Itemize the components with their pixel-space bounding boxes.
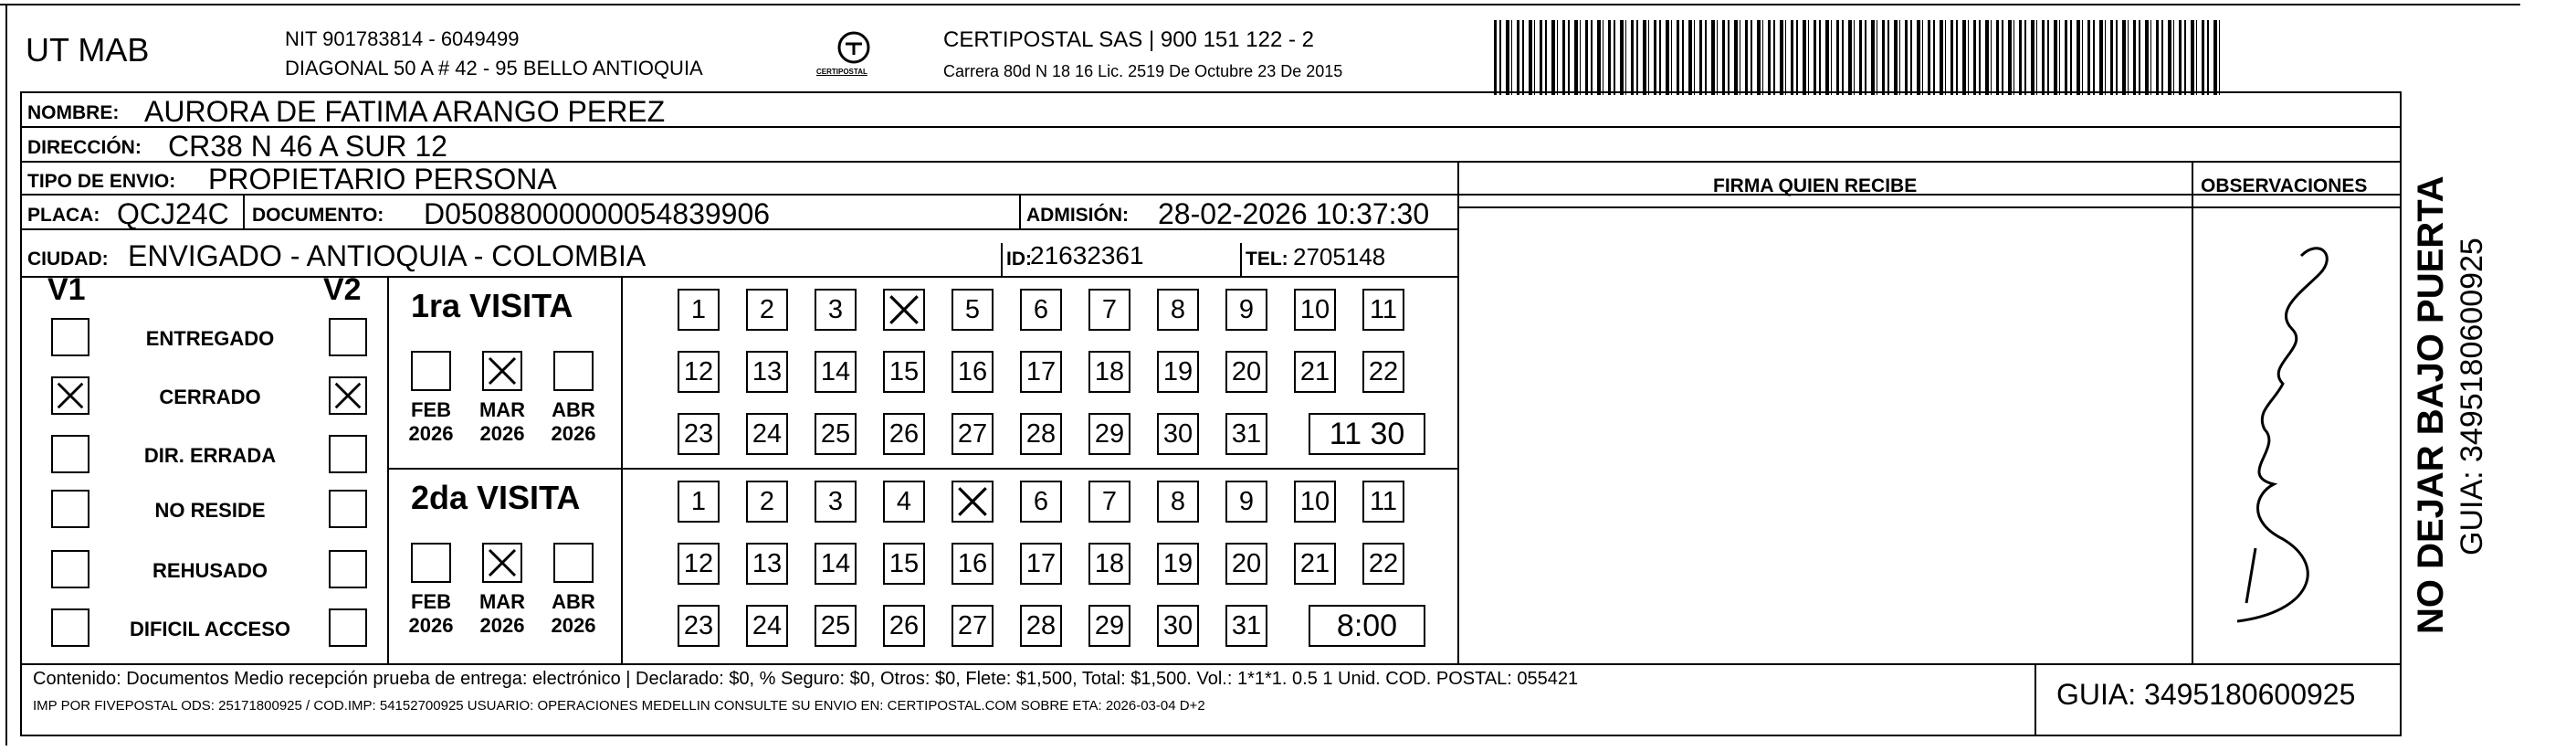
day-checkbox[interactable]: 23 [678, 605, 720, 647]
tel-value: 2705148 [1293, 243, 1386, 270]
month-label: ABR 2026 [551, 398, 596, 445]
footer-guia: GUIA: 3495180600925 [2056, 678, 2356, 711]
status-v1-checkbox[interactable] [51, 435, 89, 473]
day-checkbox[interactable]: 31 [1225, 605, 1267, 647]
day-checkbox[interactable]: 3 [815, 289, 857, 331]
documento-value: D05088000000054839906 [424, 197, 771, 230]
company-nit: NIT 901783814 - 6049499 [285, 27, 520, 50]
day-checkbox[interactable]: 11 [1362, 289, 1404, 331]
tel-label: TEL: [1246, 249, 1288, 270]
status-v1-checkbox[interactable] [51, 550, 89, 588]
col-line [2192, 161, 2193, 663]
day-checkbox[interactable]: 24 [746, 413, 788, 455]
visit-title: 1ra VISITA [411, 287, 573, 324]
placa-value: QCJ24C [117, 197, 229, 230]
id-label: ID: [1006, 249, 1032, 270]
documento-label: DOCUMENTO: [252, 205, 384, 226]
day-checkbox[interactable]: 30 [1157, 605, 1199, 647]
col-line [621, 276, 623, 663]
status-v1-checkbox[interactable] [51, 318, 89, 356]
month-label: ABR 2026 [551, 590, 596, 637]
month-checkbox[interactable] [411, 543, 451, 583]
col-line [1240, 243, 1242, 276]
day-checkbox[interactable]: 15 [883, 543, 925, 585]
day-checkbox[interactable]: 2 [746, 481, 788, 523]
day-checkbox[interactable]: 5 [952, 289, 994, 331]
day-checkbox[interactable]: 12 [678, 543, 720, 585]
day-checkbox[interactable]: 16 [952, 351, 994, 393]
day-checkbox[interactable]: 21 [1294, 351, 1336, 393]
day-checkbox[interactable]: 29 [1088, 605, 1130, 647]
day-checkbox[interactable]: 18 [1088, 543, 1130, 585]
month-label: FEB 2026 [408, 398, 454, 445]
col-line [1001, 243, 1003, 276]
day-checkbox[interactable] [883, 289, 925, 331]
status-label: ENTREGADO [145, 327, 275, 350]
month-checkbox[interactable] [411, 351, 451, 391]
day-checkbox[interactable]: 9 [1225, 289, 1267, 331]
status-label: DIFICIL ACCESO [129, 618, 290, 640]
col-line [2035, 663, 2036, 736]
admision-label: ADMISIÓN: [1026, 205, 1129, 226]
status-v1-checkbox[interactable] [51, 608, 89, 647]
status-v1-checkbox[interactable] [51, 490, 89, 528]
day-checkbox[interactable]: 26 [883, 413, 925, 455]
id-value: 21632361 [1030, 241, 1144, 270]
day-checkbox[interactable]: 11 [1362, 481, 1404, 523]
day-checkbox[interactable]: 29 [1088, 413, 1130, 455]
nombre-label: NOMBRE: [27, 102, 120, 123]
day-checkbox[interactable]: 15 [883, 351, 925, 393]
direccion-label: DIRECCIÓN: [27, 137, 142, 158]
certipostal-logo: CERTIPOSTAL [822, 29, 886, 80]
row-line [387, 468, 1457, 470]
day-checkbox[interactable]: 7 [1088, 289, 1130, 331]
day-checkbox[interactable]: 2 [746, 289, 788, 331]
company-address: DIAGONAL 50 A # 42 - 95 BELLO ANTIOQUIA [285, 57, 703, 79]
day-checkbox[interactable]: 14 [815, 543, 857, 585]
side-warning: NO DEJAR BAJO PUERTA [2411, 175, 2451, 634]
day-checkbox[interactable]: 19 [1157, 543, 1199, 585]
day-checkbox[interactable]: 10 [1294, 289, 1336, 331]
status-v2-checkbox[interactable] [329, 318, 367, 356]
status-v2-checkbox[interactable] [329, 435, 367, 473]
company-name: UT MAB [26, 31, 150, 69]
day-checkbox[interactable]: 23 [678, 413, 720, 455]
footer-print-info: IMP POR FIVEPOSTAL ODS: 25171800925 / COD.IMP: 54152700925 USUARIO: OPERACIONES MEDELLIN CONSULTE SU ENVIO EN: CERTIPOSTAL.COM SOBRE ETA: 2026-03-04 D+2 [33, 698, 1205, 714]
tipo-label: TIPO DE ENVIO: [27, 171, 176, 192]
month-label: MAR 2026 [478, 590, 526, 637]
placa-label: PLACA: [27, 205, 100, 226]
status-v2-checkbox[interactable] [329, 490, 367, 528]
row-line [1457, 206, 2402, 208]
col-line [243, 194, 245, 228]
footer-content: Contenido: Documentos Medio recepción prueba de entrega: electrónico | Declarado: $0, % Seguro: $0, Otros: $0, Flete: $1,500, Total: $1,500. Vol.: 1*1*1. 0.5 1 Unid. COD. POSTAL: 055421 [33, 669, 1579, 689]
row-line [20, 276, 1459, 278]
day-checkbox[interactable]: 14 [815, 351, 857, 393]
day-checkbox[interactable]: 25 [815, 413, 857, 455]
day-checkbox[interactable]: 22 [1362, 351, 1404, 393]
v2-label: V2 [323, 272, 362, 307]
firma-label: FIRMA QUIEN RECIBE [1713, 175, 1918, 196]
status-label: NO RESIDE [154, 499, 266, 522]
status-label: CERRADO [159, 386, 261, 408]
status-v2-checkbox[interactable] [329, 608, 367, 647]
day-checkbox[interactable]: 1 [678, 481, 720, 523]
day-checkbox[interactable]: 20 [1225, 543, 1267, 585]
day-checkbox[interactable]: 31 [1225, 413, 1267, 455]
day-checkbox[interactable]: 6 [1020, 289, 1062, 331]
status-v2-checkbox[interactable] [329, 376, 367, 415]
col-line [1457, 161, 1459, 663]
day-checkbox[interactable]: 30 [1157, 413, 1199, 455]
direccion-value: CR38 N 46 A SUR 12 [168, 130, 447, 163]
time-field[interactable]: 11 30 [1309, 413, 1425, 455]
day-checkbox[interactable]: 1 [678, 289, 720, 331]
day-checkbox[interactable]: 21 [1294, 543, 1336, 585]
tipo-value: PROPIETARIO PERSONA [208, 163, 557, 196]
month-label: MAR 2026 [478, 398, 526, 445]
day-checkbox[interactable]: 22 [1362, 543, 1404, 585]
visit-title: 2da VISITA [411, 479, 581, 516]
day-checkbox[interactable]: 12 [678, 351, 720, 393]
day-checkbox[interactable]: 7 [1088, 481, 1130, 523]
day-checkbox[interactable]: 24 [746, 605, 788, 647]
day-checkbox[interactable]: 27 [952, 413, 994, 455]
day-checkbox[interactable]: 25 [815, 605, 857, 647]
day-checkbox[interactable]: 13 [746, 543, 788, 585]
status-label: DIR. ERRADA [143, 444, 277, 467]
month-checkbox[interactable] [482, 351, 522, 391]
courier-license: Carrera 80d N 18 16 Lic. 2519 De Octubre 23 De 2015 [943, 62, 1343, 80]
barcode [1494, 20, 2223, 95]
left-border [5, 4, 7, 746]
day-checkbox[interactable]: 16 [952, 543, 994, 585]
status-label: REHUSADO [152, 559, 268, 582]
day-checkbox[interactable] [952, 481, 994, 523]
side-guia: GUIA: 3495180600925 [2455, 238, 2489, 555]
day-checkbox[interactable]: 19 [1157, 351, 1199, 393]
month-checkbox[interactable] [482, 543, 522, 583]
day-checkbox[interactable]: 3 [815, 481, 857, 523]
col-line [1019, 194, 1021, 228]
observaciones-label: OBSERVACIONES [2201, 175, 2368, 196]
top-border [0, 4, 2520, 5]
month-label: FEB 2026 [408, 590, 454, 637]
nombre-value: AURORA DE FATIMA ARANGO PEREZ [144, 95, 666, 128]
day-checkbox[interactable]: 26 [883, 605, 925, 647]
day-checkbox[interactable]: 28 [1020, 413, 1062, 455]
day-checkbox[interactable]: 8 [1157, 481, 1199, 523]
signature [2201, 219, 2383, 649]
ciudad-value: ENVIGADO - ANTIOQUIA - COLOMBIA [128, 239, 647, 272]
day-checkbox[interactable]: 17 [1020, 543, 1062, 585]
courier-name: CERTIPOSTAL SAS | 900 151 122 - 2 [943, 27, 1314, 52]
day-checkbox[interactable]: 8 [1157, 289, 1199, 331]
day-checkbox[interactable]: 10 [1294, 481, 1336, 523]
month-checkbox[interactable] [553, 543, 594, 583]
day-checkbox[interactable]: 17 [1020, 351, 1062, 393]
status-v2-checkbox[interactable] [329, 550, 367, 588]
day-checkbox[interactable]: 20 [1225, 351, 1267, 393]
col-line [387, 276, 389, 663]
day-checkbox[interactable]: 13 [746, 351, 788, 393]
ciudad-label: CIUDAD: [27, 249, 109, 270]
time-field[interactable]: 8:00 [1309, 605, 1425, 647]
admision-value: 28-02-2026 10:37:30 [1158, 197, 1430, 230]
day-checkbox[interactable]: 9 [1225, 481, 1267, 523]
status-v1-checkbox[interactable] [51, 376, 89, 415]
v1-label: V1 [47, 272, 86, 307]
day-checkbox[interactable]: 28 [1020, 605, 1062, 647]
row-line [20, 663, 2402, 665]
day-checkbox[interactable]: 18 [1088, 351, 1130, 393]
month-checkbox[interactable] [553, 351, 594, 391]
day-checkbox[interactable]: 27 [952, 605, 994, 647]
day-checkbox[interactable]: 6 [1020, 481, 1062, 523]
day-checkbox[interactable]: 4 [883, 481, 925, 523]
